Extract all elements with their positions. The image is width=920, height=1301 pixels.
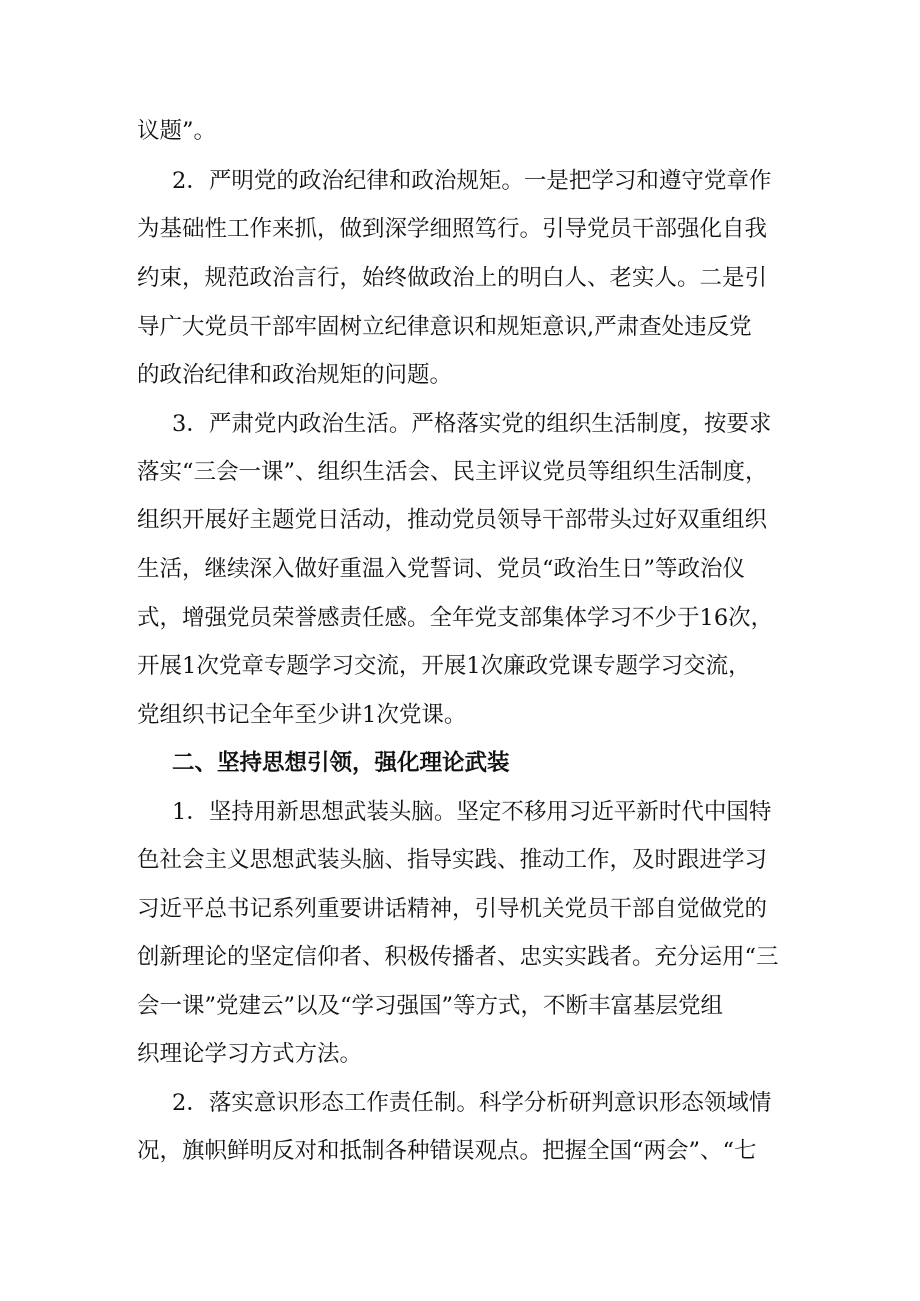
text-line: 为基础性工作来抓，做到深学细照笃行。引导党员干部强化自我 <box>137 216 768 242</box>
text-line: 式，增强党员荣誉感责任感。全年党支部集体学习不少于16次， <box>137 605 774 631</box>
text-line: 3．严肃党内政治生活。严格落实党的组织生活制度，按要求 <box>172 411 772 437</box>
text-line: 生活，继续深入做好重温入党誓词、党员“政治生日”等政治仪 <box>137 556 746 582</box>
text-line: 党组织书记全年至少讲1次党课。 <box>137 702 467 728</box>
text-line: 2．严明党的政治纪律和政治规矩。一是把学习和遵守党章作 <box>172 168 772 194</box>
text-line: 习近平总书记系列重要讲话精神，引导机关党员干部自觉做党的 <box>137 896 768 922</box>
text-line: 组织开展好主题党日活动，推动党员领导干部带头过好双重组织 <box>137 507 768 533</box>
section-heading: 二、坚持思想引领，强化理论武装 <box>172 750 510 776</box>
text-line: 导广大党员干部牢固树立纪律意识和规矩意识,严肃查处违反党 <box>137 314 752 340</box>
text-line: 况，旗帜鲜明反对和抵制各种错误观点。把握全国“两会”、“七 <box>137 1138 757 1164</box>
text-line: 织理论学习方式方法。 <box>137 1041 363 1067</box>
text-line: 会一课”党建云”以及“学习强国”等方式，不断丰富基层党组 <box>137 993 724 1019</box>
text-line: 色社会主义思想武装头脑、指导实践、推动工作，及时跟进学习 <box>137 847 768 873</box>
text-line: 开展1次党章专题学习交流，开展1次廉政党课专题学习交流， <box>137 653 751 679</box>
text-line: 议题”。 <box>137 118 217 144</box>
text-line: 的政治纪律和政治规矩的问题。 <box>137 362 453 388</box>
text-line: 2．落实意识形态工作责任制。科学分析研判意识形态领域情 <box>172 1090 772 1116</box>
text-line: 创新理论的坚定信仰者、积极传播者、忠实实践者。充分运用“三 <box>137 944 779 970</box>
text-line: 1．坚持用新思想武装头脑。坚定不移用习近平新时代中国特 <box>172 799 772 825</box>
text-line: 落实“三会一课”、组织生活会、民主评议党员等组织生活制度， <box>137 459 768 485</box>
text-line: 约束，规范政治言行，始终做政治上的明白人、老实人。二是引 <box>137 265 768 291</box>
